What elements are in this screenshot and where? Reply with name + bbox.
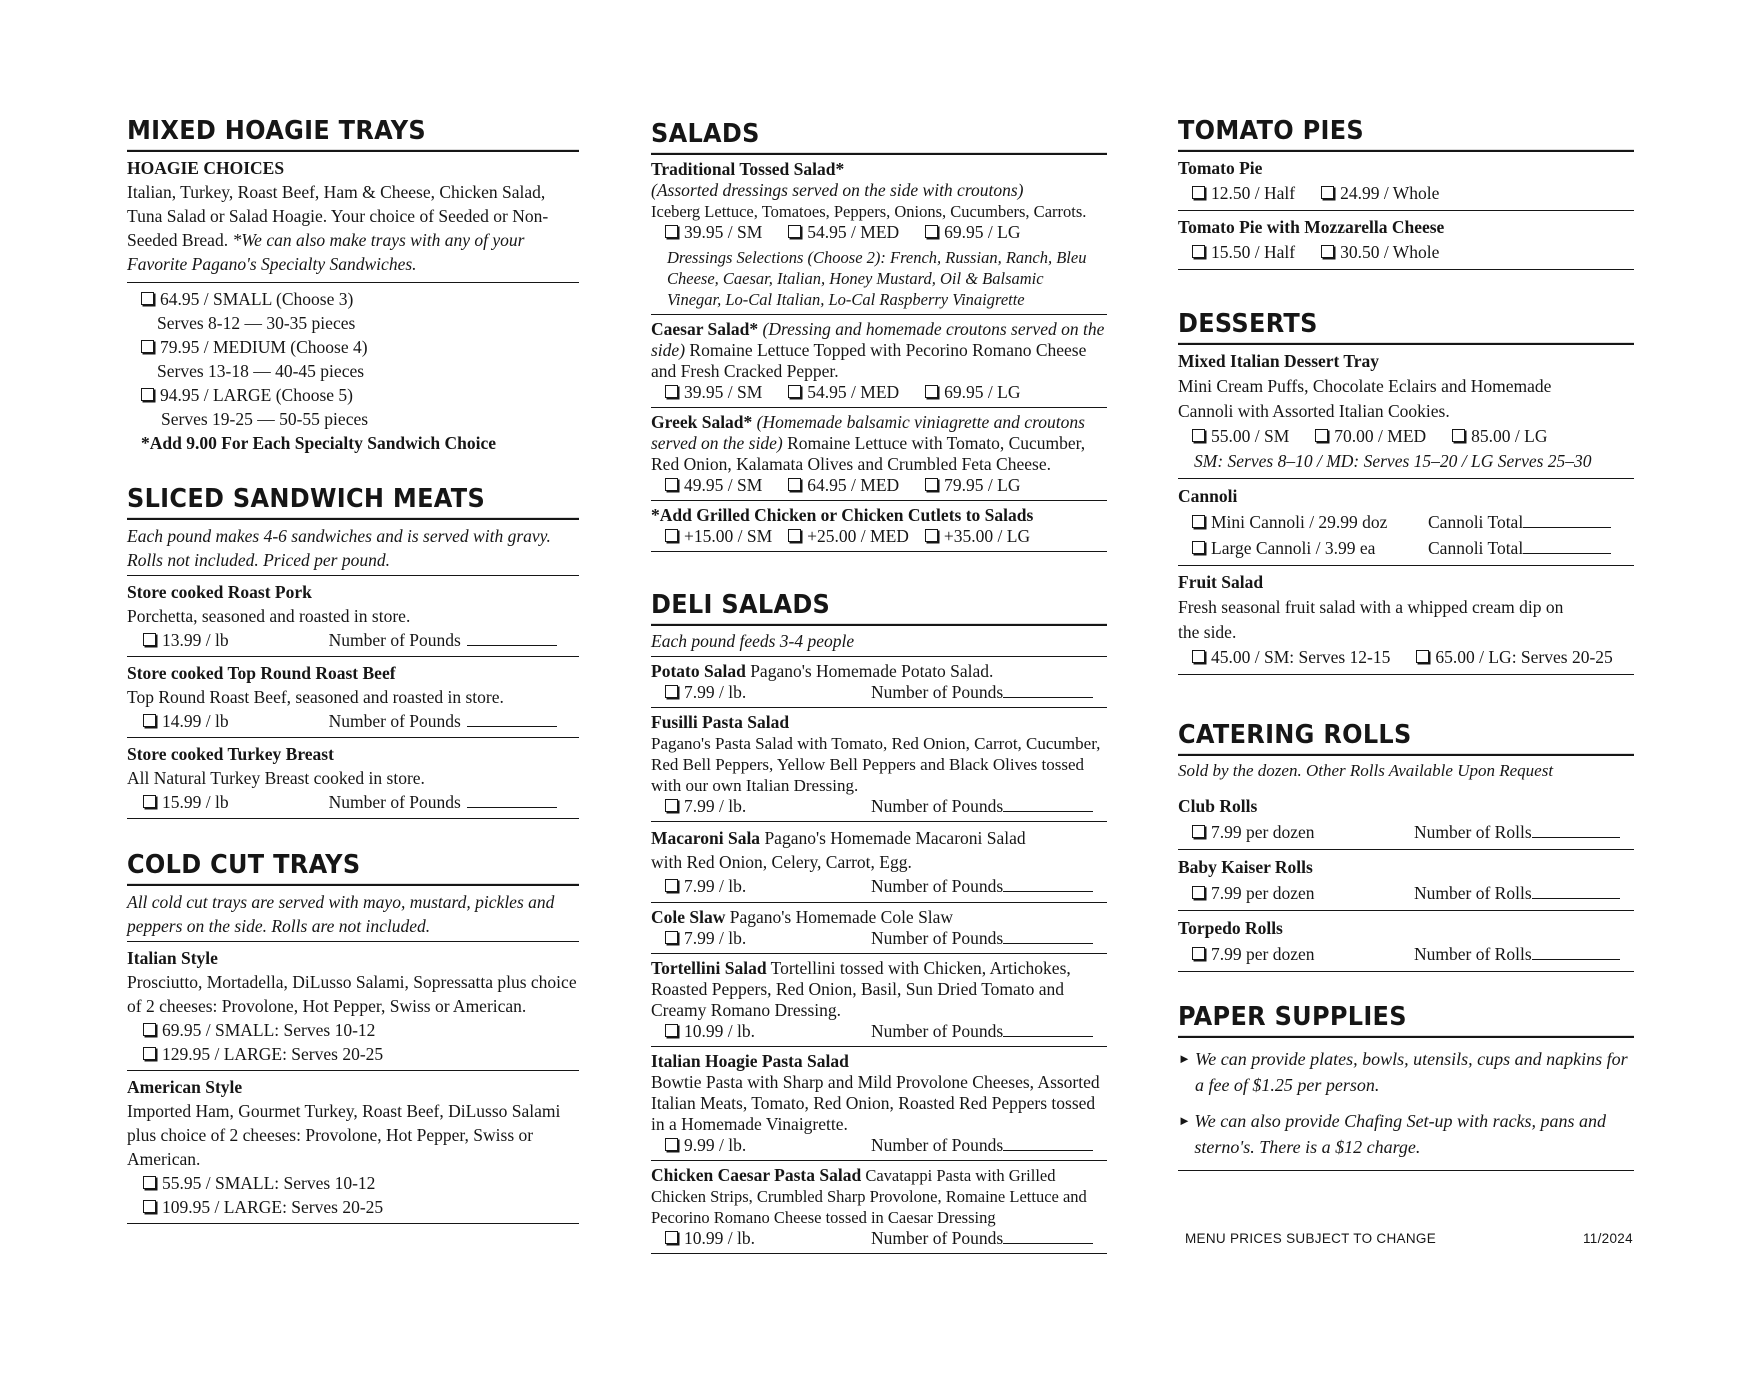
price: +15.00 / SM — [684, 526, 773, 546]
checkbox[interactable] — [665, 529, 678, 542]
price: 14.99 / lb — [162, 711, 229, 731]
item-desc: Iceberg Lettuce, Tomatoes, Peppers, Onions, Cucumbers, Carrots. — [651, 202, 1087, 221]
price-option[interactable] — [788, 222, 899, 243]
price: 49.95 / SM — [684, 475, 763, 495]
item-title: Greek Salad* — [651, 412, 753, 432]
price-option[interactable] — [665, 874, 845, 898]
section-title: CATERING ROLLS — [1178, 719, 1634, 756]
footer-date: 11/2024 — [1583, 1231, 1633, 1246]
item-title: Tomato Pie with Mozzarella Cheese — [1178, 217, 1445, 237]
price-option[interactable] — [143, 709, 229, 733]
checkbox[interactable] — [1192, 947, 1205, 960]
bullet-text: We can provide plates, bowls, utensils, cups and napkins for a fee of $1.25 per person. — [1194, 1049, 1628, 1095]
bullet-item — [1178, 1108, 1634, 1160]
price-option[interactable] — [665, 475, 762, 496]
item-caesar-salad — [651, 315, 1107, 408]
checkbox[interactable] — [143, 1047, 156, 1060]
price: 69.95 / LG — [944, 222, 1021, 242]
price-option[interactable] — [665, 1021, 845, 1042]
pounds-blank[interactable] — [1003, 696, 1093, 698]
item-desc: All Natural Turkey Breast cooked in store. — [127, 768, 425, 788]
price: Large Cannoli / 3.99 ea — [1211, 538, 1376, 558]
item-title: American Style — [127, 1077, 243, 1097]
rolls-blank[interactable] — [1532, 958, 1620, 960]
price-option[interactable] — [665, 222, 762, 243]
checkbox[interactable] — [141, 388, 154, 401]
pounds-label: Number of Pounds — [871, 1135, 1004, 1155]
item-title: Baby Kaiser Rolls — [1178, 857, 1313, 877]
pies-section — [1178, 115, 1634, 270]
hoagie-section — [127, 115, 579, 457]
price-option[interactable] — [1192, 509, 1428, 535]
pounds-blank[interactable] — [1003, 1035, 1093, 1037]
option-large[interactable] — [141, 383, 579, 407]
price: Mini Cannoli / 29.99 doz — [1211, 512, 1388, 532]
pounds-label: Number of Pounds — [871, 1021, 1004, 1041]
price-option[interactable] — [1192, 819, 1414, 845]
price: 9.99 / lb. — [684, 1135, 747, 1155]
total-label: Cannoli Total — [1428, 538, 1524, 558]
item-title: Cannoli — [1178, 486, 1238, 506]
price-option[interactable] — [143, 790, 229, 814]
checkbox[interactable] — [141, 292, 154, 305]
item-kaiser-rolls — [1178, 850, 1634, 911]
price: 64.95 / MED — [807, 475, 900, 495]
item-turkey-breast — [127, 738, 579, 819]
item-desc: Porchetta, seasoned and roasted in store. — [127, 606, 411, 626]
price-option[interactable] — [788, 475, 899, 496]
item-desc: Mini Cream Puffs, Chocolate Eclairs and Homemade Cannoli with Assorted Italian Cookies. — [1178, 376, 1552, 421]
item-title: Chicken Caesar Pasta Salad — [651, 1165, 862, 1185]
price-option[interactable] — [143, 628, 229, 652]
price: 79.95 / LG — [944, 475, 1021, 495]
price: 10.99 / lb. — [684, 1021, 755, 1041]
price: 24.99 / Whole — [1340, 183, 1440, 203]
price: 70.00 / MED — [1334, 426, 1427, 446]
checkbox[interactable] — [1192, 245, 1205, 258]
pounds-blank[interactable] — [1003, 810, 1093, 812]
price: 7.99 per dozen — [1211, 883, 1315, 903]
item-title: Torpedo Rolls — [1178, 918, 1283, 938]
price-option[interactable] — [788, 382, 899, 403]
pounds-label: Number of Pounds — [871, 876, 1004, 896]
price: 12.50 / Half — [1211, 183, 1296, 203]
price: +35.00 / LG — [943, 526, 1031, 546]
section-title: COLD CUT TRAYS — [127, 849, 579, 886]
price-option[interactable] — [925, 222, 1020, 243]
item-title: Mixed Italian Dessert Tray — [1178, 351, 1380, 371]
coldcut-section — [127, 849, 579, 1224]
item-title: Tortellini Salad — [651, 958, 767, 978]
item-desc: Top Round Roast Beef, seasoned and roasted in store. — [127, 687, 504, 707]
total-blank[interactable] — [1523, 552, 1611, 554]
item-american-style — [127, 1071, 579, 1224]
item-desc: Pagano's Homemade Potato Salad. — [750, 661, 994, 681]
section-title: DESSERTS — [1178, 308, 1634, 345]
checkbox[interactable] — [1192, 186, 1205, 199]
checkbox[interactable] — [1452, 429, 1465, 442]
price-option[interactable] — [1192, 941, 1414, 967]
price: 69.95 / SMALL: Serves 10-12 — [162, 1020, 376, 1040]
price-option[interactable] — [1192, 181, 1295, 206]
rolls-label: Number of Rolls — [1414, 822, 1532, 842]
checkbox[interactable] — [665, 1024, 678, 1037]
section-intro: Sold by the dozen. Other Rolls Available Upon Request — [1178, 761, 1554, 780]
checkbox[interactable] — [665, 385, 678, 398]
checkbox[interactable] — [143, 795, 156, 808]
salads-section — [651, 118, 1107, 552]
checkbox[interactable] — [143, 1023, 156, 1036]
paper-section — [1178, 1001, 1634, 1171]
price: 39.95 / SM — [684, 222, 763, 242]
price: +25.00 / MED — [807, 526, 909, 546]
checkbox[interactable] — [1192, 825, 1205, 838]
item-desc: Imported Ham, Gourmet Turkey, Roast Beef, DiLusso Salami plus choice of 2 cheeses: Provolone, Hot Pepper, Swiss or American. — [127, 1101, 561, 1169]
option-medium[interactable] — [141, 335, 579, 359]
item-desc: Romaine Lettuce Topped with Pecorino Romano Cheese and Fresh Cracked Pepper. — [651, 340, 1087, 381]
price-option[interactable] — [1452, 424, 1547, 449]
price-option[interactable] — [665, 526, 772, 547]
pounds-blank[interactable] — [1003, 942, 1093, 944]
price: 10.99 / lb. — [684, 1228, 755, 1248]
checkbox[interactable] — [925, 529, 938, 542]
section-intro: All cold cut trays are served with mayo, mustard, pickles and peppers on the side. Rolls are not included. — [127, 886, 579, 942]
arrow-icon: ► — [1178, 1113, 1191, 1128]
item-desc: Cavatappi Pasta with Grilled Chicken Strips, Crumbled Sharp Provolone, Romaine Lettuce and Pecorino Romano Cheese tossed in Caesar Dressing — [651, 1166, 1087, 1227]
checkbox[interactable] — [143, 1176, 156, 1189]
checkbox[interactable] — [788, 385, 801, 398]
price: 109.95 / LARGE: Serves 20-25 — [162, 1197, 384, 1217]
item-chicken-caesar-pasta — [651, 1161, 1107, 1254]
price-option[interactable] — [1192, 880, 1414, 906]
checkbox[interactable] — [925, 385, 938, 398]
serves: Serves 8-12 — 30-35 pieces — [157, 313, 356, 333]
price-option[interactable] — [925, 526, 1030, 547]
item-roast-beef — [127, 657, 579, 738]
meats-section — [127, 483, 579, 819]
item-title: Store cooked Top Round Roast Beef — [127, 663, 396, 683]
price-option[interactable] — [1315, 424, 1426, 449]
item-title: Italian Hoagie Pasta Salad — [651, 1051, 849, 1071]
item-note: (Dressing and homemade croutons served on the side) — [651, 319, 1105, 360]
checkbox[interactable] — [143, 714, 156, 727]
price-option[interactable] — [1192, 535, 1428, 561]
checkbox[interactable] — [788, 529, 801, 542]
section-title: DELI SALADS — [651, 589, 1107, 626]
price: 15.99 / lb — [162, 792, 229, 812]
price-option[interactable] — [143, 1171, 375, 1195]
price-option[interactable] — [1192, 645, 1390, 670]
checkbox[interactable] — [788, 225, 801, 238]
option-label: 64.95 / SMALL (Choose 3) — [160, 289, 354, 309]
checkbox[interactable] — [143, 633, 156, 646]
price: 39.95 / SM — [684, 382, 763, 402]
price: 55.95 / SMALL: Serves 10-12 — [162, 1173, 376, 1193]
arrow-icon: ► — [1178, 1051, 1191, 1066]
price: 7.99 per dozen — [1211, 822, 1315, 842]
price: 85.00 / LG — [1471, 426, 1548, 446]
price-option[interactable] — [1192, 240, 1295, 265]
item-title: Cole Slaw — [651, 907, 726, 927]
pounds-label: Number of Pounds — [871, 796, 1004, 816]
item-cole-slaw — [651, 903, 1107, 954]
item-title: Traditional Tossed Salad* — [651, 159, 845, 179]
checkbox[interactable] — [1192, 515, 1205, 528]
checkbox[interactable] — [665, 931, 678, 944]
item-italian-style — [127, 942, 579, 1071]
bullet-item — [1178, 1046, 1634, 1098]
price-option[interactable] — [1321, 181, 1439, 206]
price-option[interactable] — [665, 682, 845, 703]
item-desc: Pagano's Homemade Cole Slaw — [729, 907, 954, 927]
item-add-chicken — [651, 501, 1107, 552]
rolls-label: Number of Rolls — [1414, 883, 1532, 903]
item-note: (Homemade balsamic viniagrette and croutons served on the side) — [651, 412, 1085, 453]
price-option[interactable] — [143, 1195, 383, 1219]
pounds-blank[interactable] — [1003, 890, 1093, 892]
item-desc: Tortellini tossed with Chicken, Artichokes, Roasted Peppers, Red Onion, Basil, Sun Dried Tomato and Creamy Romano Dressing. — [651, 958, 1071, 1020]
item-title: Fusilli Pasta Salad — [651, 712, 790, 732]
hoagie-choices — [127, 152, 579, 283]
section-intro: Each pound makes 4-6 sandwiches and is served with gravy. Rolls not included. Priced per pound. — [127, 520, 579, 576]
serves: Serves 13-18 — 40-45 pieces — [157, 361, 365, 381]
deli-section — [651, 589, 1107, 1254]
item-note: *We can also make trays with any of your Favorite Pagano's Specialty Sandwiches. — [127, 230, 525, 274]
price-option[interactable] — [788, 526, 909, 547]
price: 7.99 per dozen — [1211, 944, 1315, 964]
price: 13.99 / lb — [162, 630, 229, 650]
item-title: Macaroni Sala — [651, 828, 761, 848]
section-title: SLICED SANDWICH MEATS — [127, 483, 579, 520]
price-option[interactable] — [665, 796, 845, 817]
bullet-text: We can also provide Chafing Set-up with racks, pans and sterno's. There is a $12 charge. — [1194, 1111, 1607, 1157]
paper-notes — [1178, 1038, 1634, 1171]
dressings-note: Dressings Selections (Choose 2): French, Russian, Ranch, Bleu Cheese, Caesar, Italian, Honey Mustard, Oil & Balsamic Vinegar, Lo-Cal Italian, Lo-Cal Raspberry Vinaigrette — [667, 248, 1087, 309]
section-title: SALADS — [651, 118, 1107, 155]
item-tomato-pie-mozzarella — [1178, 211, 1634, 270]
checkbox[interactable] — [1192, 650, 1205, 663]
item-title: HOAGIE CHOICES — [127, 158, 285, 178]
desserts-section — [1178, 308, 1634, 675]
footer-note: MENU PRICES SUBJECT TO CHANGE — [1185, 1231, 1436, 1246]
rolls-label: Number of Rolls — [1414, 944, 1532, 964]
checkbox[interactable] — [1192, 429, 1205, 442]
pounds-label: Number of Pounds — [871, 928, 1004, 948]
checkbox[interactable] — [665, 799, 678, 812]
item-desc: Bowtie Pasta with Sharp and Mild Provolone Cheeses, Assorted Italian Meats, Tomato, Red Onion, Roasted Red Peppers tossed in a Homemade Vinaigrette. — [651, 1072, 1100, 1134]
pounds-blank[interactable] — [1003, 1149, 1093, 1151]
section-title: MIXED HOAGIE TRAYS — [127, 115, 579, 152]
section-title: TOMATO PIES — [1178, 115, 1634, 152]
item-desc: Italian, Turkey, Roast Beef, Ham & Cheese, Chicken Salad, Tuna Salad or Salad Hoagie. Your choice of Seeded or Non-Seeded Bread. — [127, 182, 549, 250]
item-fruit-salad — [1178, 566, 1634, 675]
checkbox[interactable] — [1192, 541, 1205, 554]
checkbox[interactable] — [925, 478, 938, 491]
item-macaroni-salad — [651, 822, 1107, 903]
pounds-blank[interactable] — [1003, 1242, 1093, 1244]
item-club-rolls — [1178, 789, 1634, 850]
option-small[interactable] — [141, 287, 579, 311]
item-desc: Pagano's Pasta Salad with Tomato, Red Onion, Carrot, Cucumber, Red Bell Peppers, Yellow Bell Peppers and Black Olives tossed with our own Italian Dressing. — [651, 734, 1101, 795]
checkbox[interactable] — [665, 1138, 678, 1151]
item-desc: Prosciutto, Mortadella, DiLusso Salami, Sopressatta plus choice of 2 cheeses: Provolone, Hot Pepper, Swiss or American. — [127, 972, 577, 1016]
section-intro: Each pound feeds 3-4 people — [651, 626, 1107, 657]
price: 30.50 / Whole — [1340, 242, 1440, 262]
item-desc: Fresh seasonal fruit salad with a whipped cream dip on the side. — [1178, 597, 1564, 642]
price-option[interactable] — [665, 928, 845, 949]
checkbox[interactable] — [1321, 186, 1334, 199]
item-title: Italian Style — [127, 948, 218, 968]
item-tortellini-salad — [651, 954, 1107, 1047]
rolls-blank[interactable] — [1532, 897, 1620, 899]
rolls-section — [1178, 719, 1634, 972]
checkbox[interactable] — [925, 225, 938, 238]
price: 54.95 / MED — [807, 222, 900, 242]
price-option[interactable] — [1321, 240, 1439, 265]
item-title: Fruit Salad — [1178, 572, 1264, 592]
checkbox[interactable] — [665, 1231, 678, 1244]
hoagie-options — [127, 283, 579, 457]
checkbox[interactable] — [665, 478, 678, 491]
checkbox[interactable] — [143, 1200, 156, 1213]
item-tomato-pie — [1178, 152, 1634, 211]
checkbox[interactable] — [665, 879, 678, 892]
item-potato-salad — [651, 657, 1107, 708]
item-torpedo-rolls — [1178, 911, 1634, 972]
checkbox[interactable] — [665, 225, 678, 238]
checkbox[interactable] — [1315, 429, 1328, 442]
checkbox[interactable] — [788, 478, 801, 491]
pounds-blank[interactable] — [467, 806, 557, 808]
price: 7.99 / lb. — [684, 876, 747, 896]
rolls-blank[interactable] — [1532, 836, 1620, 838]
price-option[interactable] — [665, 382, 762, 403]
price: 129.95 / LARGE: Serves 20-25 — [162, 1044, 384, 1064]
price-option[interactable] — [143, 1042, 383, 1066]
price: 55.00 / SM — [1211, 426, 1290, 446]
item-tossed-salad — [651, 155, 1107, 315]
pounds-blank[interactable] — [467, 644, 557, 646]
item-title: *Add Grilled Chicken or Chicken Cutlets to Salads — [651, 505, 1034, 525]
item-title: Potato Salad — [651, 661, 746, 681]
price-option[interactable] — [925, 475, 1020, 496]
item-note: (Assorted dressings served on the side with croutons) — [651, 180, 1024, 200]
price: 69.95 / LG — [944, 382, 1021, 402]
item-title: Store cooked Roast Pork — [127, 582, 312, 602]
price: 15.50 / Half — [1211, 242, 1296, 262]
checkbox[interactable] — [665, 685, 678, 698]
item-greek-salad — [651, 408, 1107, 501]
price: 45.00 / SM: Serves 12-15 — [1211, 647, 1391, 667]
total-blank[interactable] — [1523, 526, 1611, 528]
price-option[interactable] — [1416, 645, 1612, 670]
item-title: Tomato Pie — [1178, 158, 1263, 178]
price-option[interactable] — [665, 1135, 845, 1156]
pounds-label: Number of Pounds — [871, 682, 1004, 702]
price-option[interactable] — [1192, 424, 1289, 449]
item-dessert-tray — [1178, 345, 1634, 479]
price: 65.00 / LG: Serves 20-25 — [1435, 647, 1613, 667]
price-option[interactable] — [143, 1018, 375, 1042]
item-title: Store cooked Turkey Breast — [127, 744, 334, 764]
price: 7.99 / lb. — [684, 928, 747, 948]
serves: Serves 19-25 — 50-55 pieces — [161, 409, 369, 429]
checkbox[interactable] — [1321, 245, 1334, 258]
item-roast-pork — [127, 576, 579, 657]
item-desc: Romaine Lettuce with Tomato, Cucumber, Red Onion, Kalamata Olives and Crumbled Feta Cheese. — [651, 433, 1086, 474]
item-fusilli-salad — [651, 708, 1107, 822]
pounds-label: Number of Pounds — [328, 792, 461, 812]
pounds-blank[interactable] — [467, 725, 557, 727]
item-title: Caesar Salad* — [651, 319, 759, 339]
price: 7.99 / lb. — [684, 796, 747, 816]
item-desc: Pagano's Homemade Macaroni Salad with Red Onion, Celery, Carrot, Egg. — [651, 828, 1026, 872]
pounds-label: Number of Pounds — [871, 1228, 1004, 1248]
option-label: 79.95 / MEDIUM (Choose 4) — [160, 337, 368, 357]
price: 7.99 / lb. — [684, 682, 747, 702]
item-hoagie-pasta-salad — [651, 1047, 1107, 1161]
item-cannoli — [1178, 479, 1634, 566]
checkbox[interactable] — [1192, 886, 1205, 899]
pounds-label: Number of Pounds — [328, 630, 461, 650]
section-title: PAPER SUPPLIES — [1178, 1001, 1634, 1038]
pounds-label: Number of Pounds — [328, 711, 461, 731]
item-title: Club Rolls — [1178, 796, 1258, 816]
price-option[interactable] — [925, 382, 1020, 403]
total-label: Cannoli Total — [1428, 512, 1524, 532]
checkbox[interactable] — [1416, 650, 1429, 663]
checkbox[interactable] — [141, 340, 154, 353]
serves-note: SM: Serves 8–10 / MD: Serves 15–20 / LG Serves 25–30 — [1194, 451, 1592, 471]
price-option[interactable] — [665, 1228, 845, 1249]
addon-note: *Add 9.00 For Each Specialty Sandwich Choice — [141, 433, 497, 453]
price: 54.95 / MED — [807, 382, 900, 402]
option-label: 94.95 / LARGE (Choose 5) — [160, 385, 353, 405]
